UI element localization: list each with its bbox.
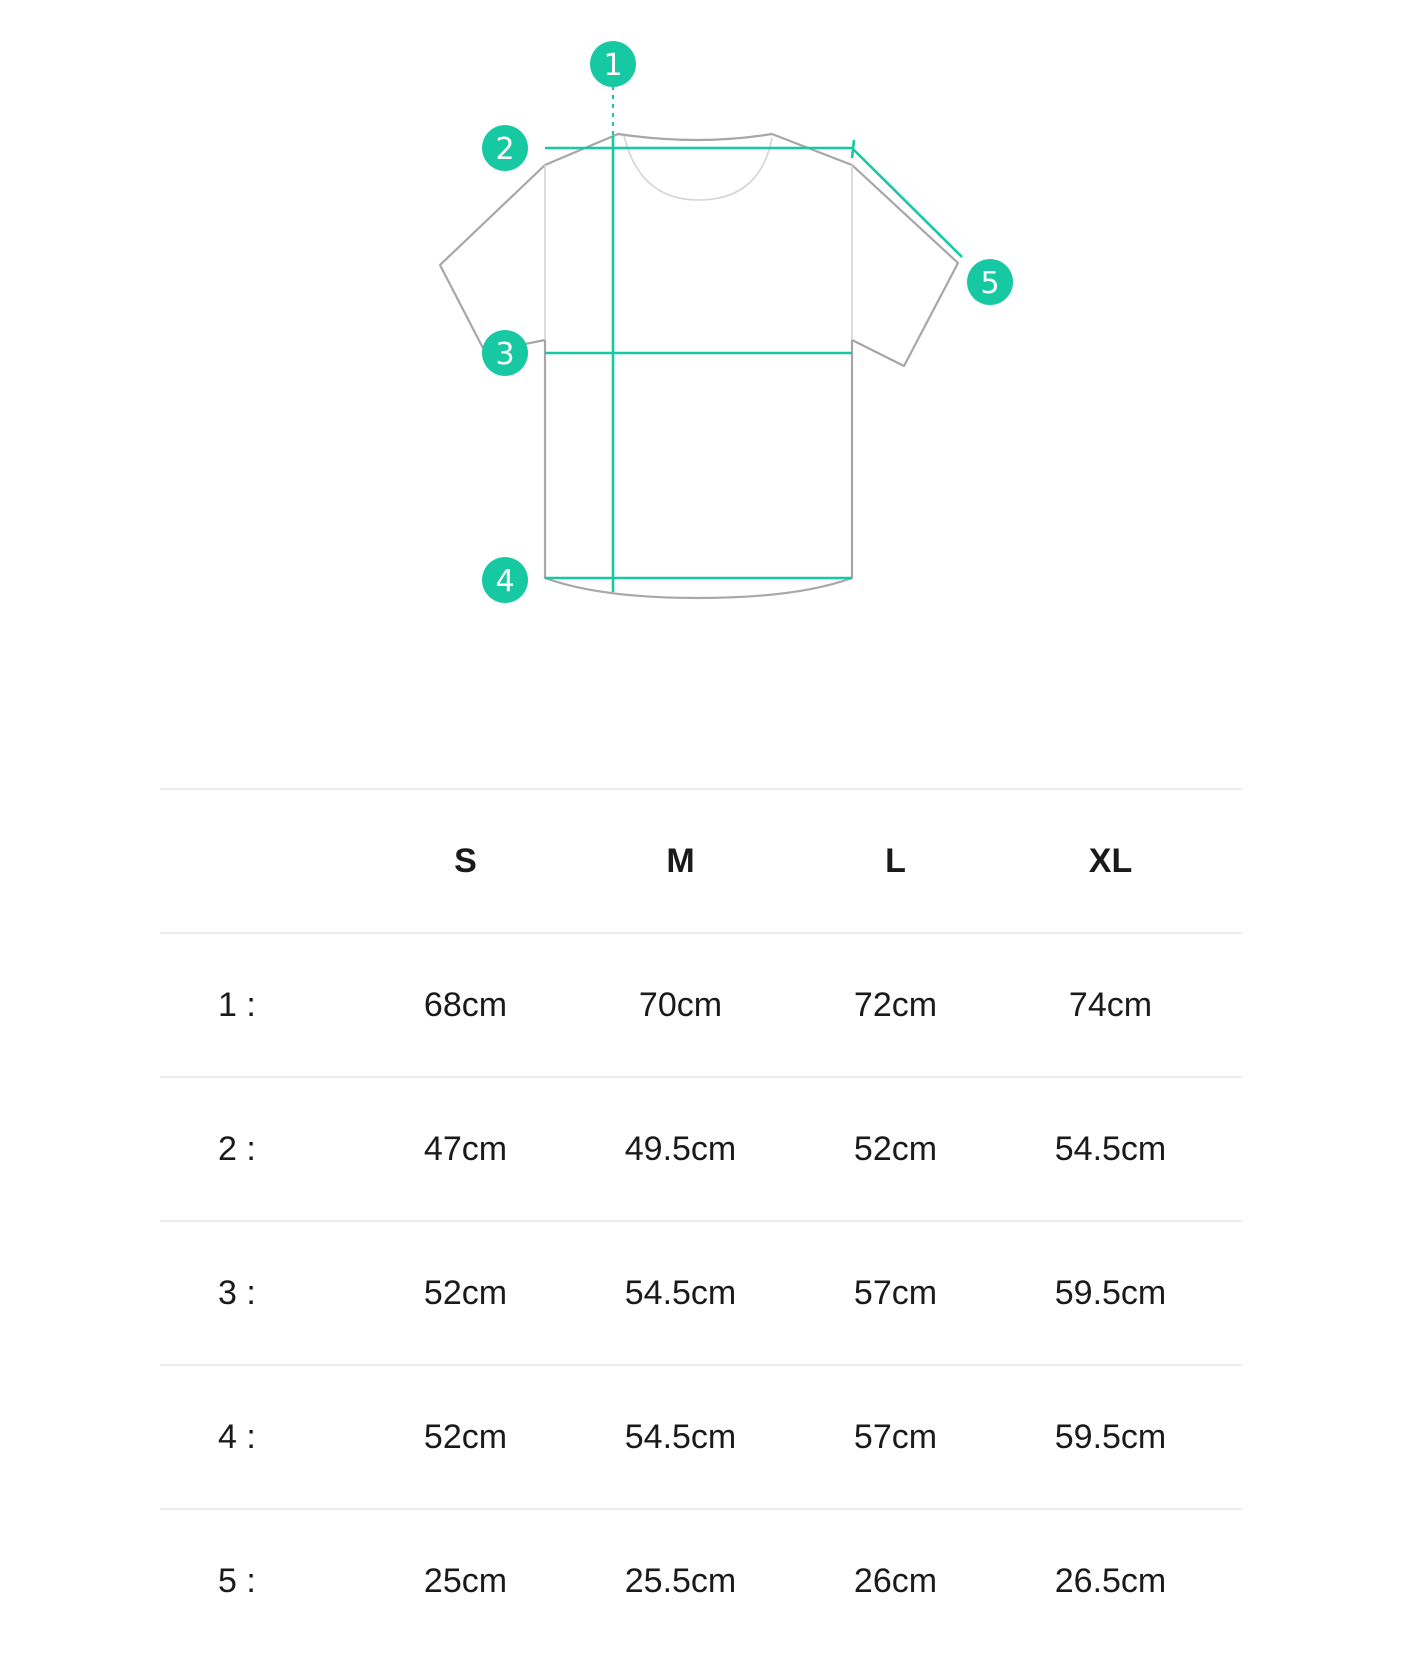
row-label: 1 :: [218, 985, 256, 1024]
cell-value: 54.5cm: [624, 1273, 737, 1312]
marker-2-label: 2: [495, 132, 515, 167]
marker-5-label: 5: [980, 266, 1000, 301]
row-spacer: [1218, 1365, 1242, 1509]
cell-value: 26.5cm: [1054, 1562, 1167, 1600]
row-label: 4 :: [218, 1417, 256, 1456]
header-size-s: S: [454, 841, 477, 880]
cell-value: 54.5cm: [624, 1417, 737, 1456]
header-corner: [160, 789, 358, 933]
cell-value: 52cm: [853, 1129, 938, 1168]
cell-value: 59.5cm: [1054, 1417, 1167, 1456]
cell-value: 26cm: [853, 1562, 938, 1600]
header-spacer: [1218, 789, 1242, 933]
row-spacer: [1218, 933, 1242, 1077]
row-spacer: [1218, 1077, 1242, 1221]
cell-value: 49.5cm: [624, 1129, 737, 1168]
tshirt-measurement-diagram: [0, 0, 1416, 640]
table-row: [160, 1365, 1242, 1509]
row-label: 3 :: [218, 1273, 256, 1312]
row-spacer: [1218, 1509, 1242, 1653]
cell-value: 74cm: [1068, 985, 1153, 1024]
size-header-row: [160, 789, 1242, 933]
neckline: [624, 136, 772, 200]
cell-value: 52cm: [423, 1273, 508, 1312]
row-spacer: [1218, 1221, 1242, 1365]
marker-2: [482, 125, 528, 171]
marker-1-label: 1: [603, 48, 623, 83]
marker-3: [482, 330, 528, 376]
header-size-xl: XL: [1088, 841, 1133, 880]
row-label: 2 :: [218, 1129, 256, 1168]
cell-value: 52cm: [423, 1417, 508, 1456]
cell-value: 68cm: [423, 985, 508, 1024]
table-row: [160, 1077, 1242, 1221]
marker-4: [482, 557, 528, 603]
marker-1: [590, 41, 636, 87]
marker-3-label: 3: [495, 337, 515, 372]
header-size-m: M: [666, 841, 695, 880]
cell-value: 25.5cm: [624, 1562, 737, 1600]
cell-value: 59.5cm: [1054, 1273, 1167, 1312]
cell-value: 57cm: [853, 1273, 938, 1312]
sleeve-line: [852, 148, 962, 257]
cell-value: 47cm: [423, 1129, 508, 1168]
row-label: 5 :: [218, 1562, 256, 1600]
marker-5: [967, 259, 1013, 305]
table-row: [160, 1509, 1242, 1653]
cell-value: 72cm: [853, 985, 938, 1024]
table-row: [160, 933, 1242, 1077]
cell-value: 57cm: [853, 1417, 938, 1456]
table-row: [160, 1221, 1242, 1365]
cell-value: 54.5cm: [1054, 1129, 1167, 1168]
cell-value: 70cm: [638, 985, 723, 1024]
header-size-l: L: [885, 841, 906, 880]
cell-value: 25cm: [423, 1562, 508, 1600]
size-chart-table: [160, 788, 1242, 1653]
marker-4-label: 4: [495, 564, 515, 599]
